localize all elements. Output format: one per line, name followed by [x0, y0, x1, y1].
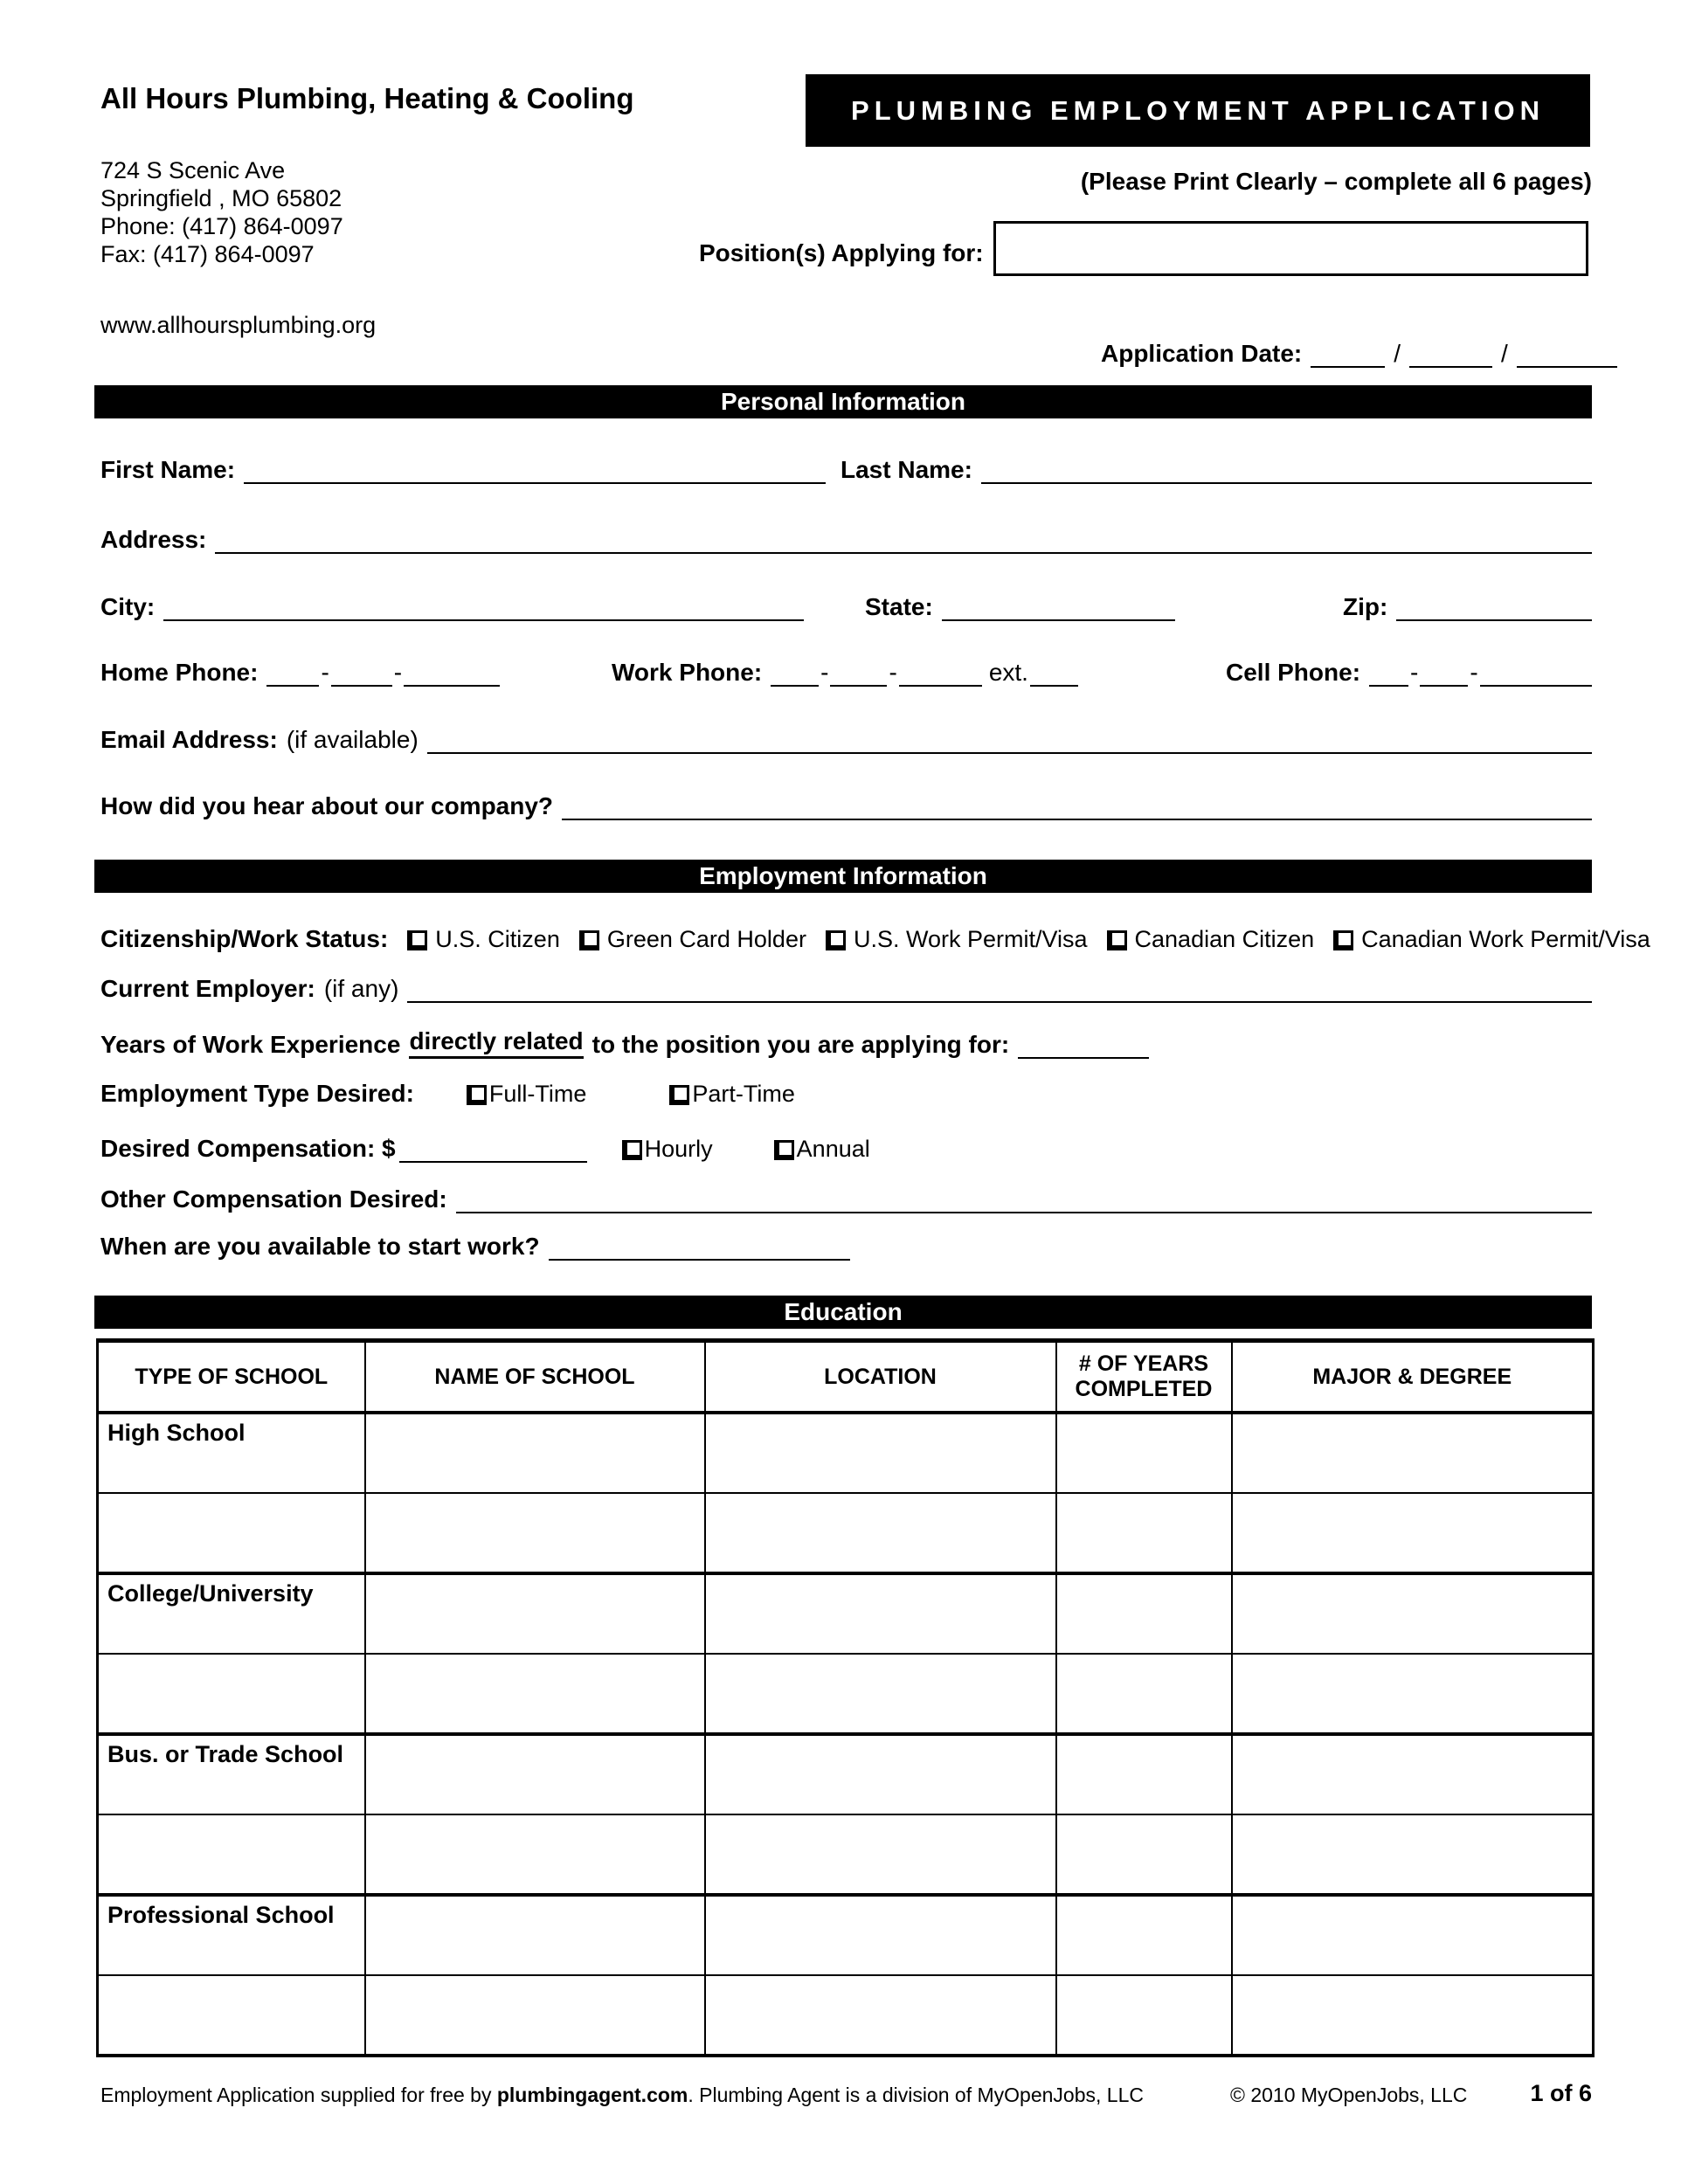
current-employer-row	[100, 975, 1592, 1003]
school-name-cell[interactable]	[365, 1895, 705, 1975]
company-address-line2: Springfield , MO 65802	[100, 185, 342, 211]
compensation-annual	[774, 1135, 870, 1163]
phone-separator: -	[393, 659, 403, 686]
annual-label: Annual	[796, 1136, 870, 1162]
us-work-permit-checkbox[interactable]	[826, 930, 846, 950]
school-major-cell[interactable]	[1232, 1734, 1594, 1814]
application-date-day-line[interactable]	[1409, 361, 1492, 368]
email-note: (if available)	[286, 726, 419, 753]
email-line[interactable]	[427, 747, 1592, 754]
work-phone-ext-line[interactable]	[1030, 680, 1078, 687]
date-separator: /	[1501, 340, 1508, 367]
school-location-cell[interactable]	[705, 1814, 1056, 1895]
education-row-extra	[98, 1654, 1594, 1734]
phone-separator: -	[1470, 659, 1478, 686]
position-applying-input[interactable]	[993, 221, 1588, 276]
footer-attribution-prefix: Employment Application supplied for free by	[100, 2084, 497, 2106]
school-years-cell[interactable]	[1056, 1975, 1232, 2056]
application-date-label: Application Date:	[1101, 340, 1303, 367]
canadian-citizen-checkbox[interactable]	[1107, 930, 1127, 950]
first-name-label: First Name:	[100, 456, 236, 483]
hourly-checkbox[interactable]	[622, 1140, 642, 1160]
citizenship-option-us-citizen	[407, 925, 560, 953]
school-type-cell[interactable]	[98, 1975, 365, 2056]
employment-type-label: Employment Type Desired:	[100, 1080, 414, 1107]
referral-row	[100, 792, 1592, 820]
cell-phone-label: Cell Phone:	[1226, 659, 1361, 686]
citizenship-option-us-work-permit	[826, 925, 1088, 953]
citizenship-option-green-card	[579, 925, 806, 953]
column-header-major-degree: MAJOR & DEGREE	[1232, 1341, 1594, 1413]
citizenship-option-canadian-work-permit	[1333, 925, 1650, 953]
phone-separator: -	[889, 659, 897, 686]
footer-brand: plumbingagent.com	[496, 2084, 688, 2106]
school-type-cell: College/University	[98, 1573, 365, 1654]
experience-emphasis: directly related	[409, 1027, 583, 1059]
referral-label: How did you hear about our company?	[100, 792, 554, 819]
school-type-cell: High School	[98, 1413, 365, 1493]
cell-phone-row	[1226, 659, 1592, 687]
compensation-label: Desired Compensation: $	[100, 1135, 396, 1162]
state-line[interactable]	[942, 614, 1175, 621]
education-row-high-school	[98, 1413, 1594, 1493]
column-header-location: LOCATION	[705, 1341, 1056, 1413]
address-label: Address:	[100, 526, 207, 553]
application-title: PLUMBING EMPLOYMENT APPLICATION	[851, 94, 1545, 126]
column-header-name-of-school: NAME OF SCHOOL	[365, 1341, 705, 1413]
zip-label: Zip:	[1343, 593, 1388, 620]
school-type-cell[interactable]	[98, 1654, 365, 1734]
print-instruction: (Please Print Clearly – complete all 6 pages)	[1080, 168, 1592, 195]
column-header-years-completed: # OF YEARS COMPLETED	[1056, 1341, 1232, 1413]
canadian-work-permit-checkbox[interactable]	[1333, 930, 1353, 950]
application-date-row	[1101, 340, 1617, 368]
referral-line[interactable]	[562, 813, 1592, 820]
company-address-block	[100, 156, 343, 268]
school-name-cell[interactable]	[365, 1493, 705, 1573]
full-time-label: Full-Time	[488, 1081, 587, 1107]
work-phone-row	[612, 659, 1078, 687]
ext-label: ext.	[988, 659, 1028, 686]
work-phone-label: Work Phone:	[612, 659, 763, 686]
green-card-checkbox[interactable]	[579, 930, 599, 950]
current-employer-label: Current Employer:	[100, 975, 315, 1002]
email-label: Email Address:	[100, 726, 278, 753]
school-major-cell[interactable]	[1232, 1814, 1594, 1895]
phone-separator: -	[1410, 659, 1419, 686]
state-label: State:	[865, 593, 933, 620]
city-label: City:	[100, 593, 156, 620]
compensation-amount-line[interactable]	[399, 1156, 587, 1163]
school-major-cell[interactable]	[1232, 1654, 1594, 1734]
employment-type-full-time	[467, 1080, 587, 1108]
start-work-row	[100, 1233, 850, 1261]
footer-attribution-suffix: . Plumbing Agent is a division of MyOpenJobs, LLC	[688, 2084, 1144, 2106]
home-phone-number-line[interactable]	[404, 680, 500, 687]
company-phone: Phone: (417) 864-0097	[100, 213, 343, 239]
school-location-cell[interactable]	[705, 1413, 1056, 1493]
school-type-cell: Bus. or Trade School	[98, 1734, 365, 1814]
current-employer-note: (if any)	[323, 975, 399, 1002]
school-years-cell[interactable]	[1056, 1734, 1232, 1814]
school-major-cell[interactable]	[1232, 1413, 1594, 1493]
part-time-label: Part-Time	[692, 1081, 795, 1107]
experience-prefix: Years of Work Experience	[100, 1031, 401, 1058]
school-years-cell[interactable]	[1056, 1654, 1232, 1734]
last-name-line[interactable]	[981, 477, 1592, 484]
company-name: All Hours Plumbing, Heating & Cooling	[100, 82, 634, 114]
cell-phone-area-line[interactable]	[1369, 680, 1408, 687]
school-years-cell[interactable]	[1056, 1493, 1232, 1573]
us-citizen-label: U.S. Citizen	[435, 926, 560, 952]
school-name-cell[interactable]	[365, 1413, 705, 1493]
school-name-cell[interactable]	[365, 1814, 705, 1895]
phone-separator: -	[820, 659, 829, 686]
footer-copyright: © 2010 MyOpenJobs, LLC	[1230, 2084, 1468, 2106]
full-time-checkbox[interactable]	[467, 1085, 487, 1105]
home-phone-area-line[interactable]	[266, 680, 319, 687]
application-date-year-line[interactable]	[1517, 361, 1617, 368]
citizenship-label: Citizenship/Work Status:	[100, 925, 389, 952]
school-type-cell: Professional School	[98, 1895, 365, 1975]
hourly-label: Hourly	[644, 1136, 713, 1162]
application-title-banner	[806, 74, 1590, 147]
school-name-cell[interactable]	[365, 1654, 705, 1734]
experience-suffix: to the position you are applying for:	[591, 1031, 1010, 1058]
school-location-cell[interactable]	[705, 1975, 1056, 2056]
us-citizen-checkbox[interactable]	[407, 930, 427, 950]
school-location-cell[interactable]	[705, 1654, 1056, 1734]
city-row	[100, 593, 804, 621]
personal-information-header: Personal Information	[94, 385, 1592, 418]
application-date-month-line[interactable]	[1311, 361, 1385, 368]
school-major-cell[interactable]	[1232, 1975, 1594, 2056]
education-row-professional-school	[98, 1895, 1594, 1975]
part-time-checkbox[interactable]	[669, 1085, 689, 1105]
education-table	[96, 1338, 1595, 2057]
education-row-extra	[98, 1975, 1594, 2056]
education-row-extra	[98, 1493, 1594, 1573]
green-card-label: Green Card Holder	[606, 926, 806, 952]
employment-type-row	[100, 1080, 795, 1108]
state-row	[865, 593, 1175, 621]
home-phone-label: Home Phone:	[100, 659, 259, 686]
school-major-cell[interactable]	[1232, 1493, 1594, 1573]
school-location-cell[interactable]	[705, 1493, 1056, 1573]
school-years-cell[interactable]	[1056, 1573, 1232, 1654]
city-line[interactable]	[163, 614, 804, 621]
cell-phone-number-line[interactable]	[1480, 680, 1592, 687]
employment-information-header: Employment Information	[94, 860, 1592, 893]
last-name-row	[841, 456, 1592, 484]
school-location-cell[interactable]	[705, 1573, 1056, 1654]
school-name-cell[interactable]	[365, 1975, 705, 2056]
other-compensation-row	[100, 1185, 1592, 1213]
work-phone-area-line[interactable]	[771, 680, 819, 687]
work-phone-number-line[interactable]	[899, 680, 982, 687]
start-work-line[interactable]	[549, 1254, 850, 1261]
school-name-cell[interactable]	[365, 1734, 705, 1814]
address-row	[100, 526, 1592, 554]
home-phone-prefix-line[interactable]	[331, 680, 392, 687]
current-employer-line[interactable]	[407, 996, 1592, 1003]
start-work-label: When are you available to start work?	[100, 1233, 540, 1260]
education-header-row	[98, 1341, 1594, 1413]
email-row	[100, 726, 1592, 754]
citizenship-row	[100, 925, 1650, 953]
canadian-work-permit-label: Canadian Work Permit/Visa	[1361, 926, 1650, 952]
other-compensation-label: Other Compensation Desired:	[100, 1185, 447, 1213]
school-type-cell[interactable]	[98, 1814, 365, 1895]
zip-row	[1343, 593, 1592, 621]
position-applying-label: Position(s) Applying for:	[699, 239, 984, 266]
canadian-citizen-label: Canadian Citizen	[1134, 926, 1315, 952]
column-header-type-of-school: TYPE OF SCHOOL	[98, 1341, 365, 1413]
last-name-label: Last Name:	[841, 456, 972, 483]
school-name-cell[interactable]	[365, 1573, 705, 1654]
school-location-cell[interactable]	[705, 1895, 1056, 1975]
citizenship-option-canadian-citizen	[1107, 925, 1315, 953]
compensation-row	[100, 1135, 870, 1163]
first-name-row	[100, 456, 826, 484]
cell-phone-prefix-line[interactable]	[1420, 680, 1468, 687]
school-major-cell[interactable]	[1232, 1895, 1594, 1975]
school-major-cell[interactable]	[1232, 1573, 1594, 1654]
company-fax: Fax: (417) 864-0097	[100, 241, 315, 267]
home-phone-row	[100, 659, 500, 687]
education-header: Education	[94, 1296, 1592, 1329]
education-row-extra	[98, 1814, 1594, 1895]
school-years-cell[interactable]	[1056, 1413, 1232, 1493]
phone-separator: -	[321, 659, 329, 686]
zip-line[interactable]	[1396, 614, 1592, 621]
us-work-permit-label: U.S. Work Permit/Visa	[853, 926, 1088, 952]
first-name-line[interactable]	[244, 477, 826, 484]
school-years-cell[interactable]	[1056, 1814, 1232, 1895]
footer-attribution	[100, 2083, 1144, 2107]
education-row-college	[98, 1573, 1594, 1654]
education-row-trade-school	[98, 1734, 1594, 1814]
school-type-cell[interactable]	[98, 1493, 365, 1573]
school-years-cell[interactable]	[1056, 1895, 1232, 1975]
experience-row	[100, 1027, 1149, 1059]
company-website: www.allhoursplumbing.org	[100, 312, 377, 338]
employment-type-part-time	[669, 1080, 795, 1108]
other-compensation-line[interactable]	[456, 1206, 1592, 1213]
experience-years-line[interactable]	[1018, 1052, 1149, 1059]
school-location-cell[interactable]	[705, 1734, 1056, 1814]
date-separator: /	[1394, 340, 1401, 367]
work-phone-prefix-line[interactable]	[830, 680, 887, 687]
page-indicator: 1 of 6	[1530, 2080, 1592, 2106]
company-address-line1: 724 S Scenic Ave	[100, 157, 286, 183]
compensation-hourly	[622, 1135, 713, 1163]
annual-checkbox[interactable]	[774, 1140, 794, 1160]
address-line[interactable]	[215, 547, 1592, 554]
